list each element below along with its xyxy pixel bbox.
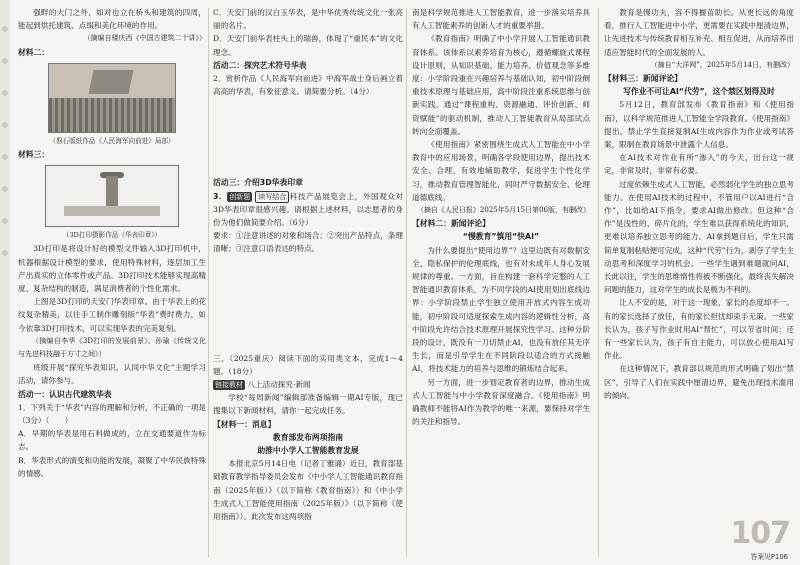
material-1-heading: 【材料一：消息】 <box>213 419 276 429</box>
paragraph: 《教育指南》明确了中小学开展人工智能通识教育体系。该体系以素养培育为核心，遵循螺旋式课程设计原则，从知识基础、能力培养、价值观念等多维度：小学阶段重在兴趣培养与基础认知，初中阶段侧重技术原理与基础应用，高中阶段注重系统思维与创新实践。通过“课程重构、资源融通、评价创新、师资赋能”的驱动机制，推动人工智能教育从局部试点转向全面覆盖。 <box>412 34 590 136</box>
link-textbook-tag: 链接教材 <box>215 381 243 390</box>
answer-page-reference: 答案见P106 <box>750 553 788 561</box>
requirements: 要求：①注意讲述的对象和场合；②突出产品特点，条理清晰；③注意口语表达的特点。 <box>213 231 403 254</box>
answer-space[interactable] <box>213 256 403 352</box>
paragraph: 过度依赖生成式人工智能，必然弱化学生的独立思考能力。在使用AI技术的过程中，不管用户以AI进行“合作”，比如给AI下指令，要求AI做出修改。但这种“合作”是浅性的、碎片化的，学生难以获得系统化的知识，更难以培养独立思考的能力。AI拿到题目后，学生只需简单复制粘贴便可完成，这种“代劳”行为，剥夺了学生主动思考和深度学习的机会。一些学生遇到难题就问AI，长此以往，学生的思维惰性将被不断强化，最终丧失解决问题的能力，这对学生的成长是极为不利的。 <box>604 179 795 295</box>
innovation-tag: 创新题 <box>229 192 251 201</box>
column-2 <box>213 6 403 523</box>
reading-writing-tag: 读写结合 <box>255 191 289 203</box>
question-number: 3． <box>213 191 228 201</box>
image-caption: （磐石版纸作品《人民海军向前进》局部） <box>49 136 175 145</box>
option-d[interactable]: D．天安门前华表柱头上的瑞兽，体现了“重民本”的文化理念。 <box>213 34 403 57</box>
huabiao-seal-image <box>45 165 179 227</box>
column-4 <box>604 6 794 402</box>
image-caption: （3D打印摄影作品《华表印章》） <box>62 231 162 240</box>
material-2-heading: 【材料二：新闻评论】 <box>412 219 490 229</box>
source-citation: （摘自“大洋网”，2025年5月14日，有删改） <box>650 60 794 69</box>
section-3-heading: 三、（2025重庆）阅读下面的实用类文本，完成1～4题。（18分） <box>213 353 403 376</box>
paragraph: 教育是慢功夫，容不得揠苗助长。从更长远的角度看，推行人工智能进中小学，更需要在实践中厘清边界，让先进技术与传统教育相互补充、相互促进，从而培养出适应智能时代的全面发展的人。 <box>604 8 794 57</box>
source-citation: （摘自《人民日报》2025年5月15日第06版，有删改） <box>416 206 590 215</box>
paragraph: 在AI技术对作业有所“渗入”的今天，出台这一规定，非常及时，非常有必要。 <box>604 153 794 176</box>
paragraph: 另一方面，进一步划定教育者的边界，推动生成式人工智能与中小学教育深度融合。《使用指南》明确教师不能将AI作为教学的唯一来源，要保持对学生的关注和指导。 <box>412 377 590 427</box>
activity-1-heading: 活动一：认识古代建筑华表 <box>18 389 112 399</box>
paragraph: 5月12日，教育部发布《教育指南》和《使用指南》，以科学规范推进人工智能全学段教育。《使用指南》提出，禁止学生直接复制AI生成内容作为作业或考试答案，限制在教育场景中泄露个人信息。 <box>604 100 794 150</box>
news-title-line-1: 教育部发布两项指南 <box>272 432 344 442</box>
activity-3-heading: 活动三：介绍3D华表印章 <box>213 178 303 188</box>
commentary-title: 写作业不可让AI“代劳”，这个禁区划得及时 <box>623 87 775 97</box>
question-2: 2．赏析作品《人民海军向前进》中海军战士身后画立着高高的华表，有象征意义。请简要分析。（4分） <box>213 74 403 97</box>
binding-margin <box>0 0 10 565</box>
news-title-line-2: 助推中小学人工智能教育发展 <box>257 446 359 456</box>
paragraph: 《使用指南》紧密围绕生成式人工智能在中小学教育中的应用场景，明确各学段使用边界，提出技术安全、合理、有效地辅助教学，促进学生个性化学习，推动教育管理智能化，同时严守数据安全、伦理道德底线。 <box>412 140 590 202</box>
option-c[interactable]: C．天安门前的汉白玉华表，是中华优秀传统文化一张亮丽的名片。 <box>213 8 403 31</box>
paragraph-top: 强畔的大门之外，如对也立在桥头和建筑的四周，能起到烘托建筑、点缀和美化环境的作用。 <box>18 8 206 31</box>
source-citation: （摘编自楼庆西《中国古建筑二十讲》） <box>83 34 206 43</box>
column-divider <box>598 8 599 557</box>
column-divider <box>208 8 209 557</box>
material-3-heading: 材料三： <box>18 150 50 160</box>
column-3 <box>412 6 590 429</box>
activity-2-heading: 活动二：探究艺术符号华表 <box>213 60 307 70</box>
column-1 <box>18 6 206 480</box>
paragraph: 在这种情况下，教育部以规范的形式明确了划出“禁区”，引导了人们在实践中厘清边界，避免出现技术滥用的倾向。 <box>604 364 794 400</box>
option-a[interactable]: A．早期的华表是用石料做成的，立在交通要道作为标志。 <box>18 429 206 452</box>
task-description: 学校“每周新闻”编辑部准备编辑一期AI专版，现已搜集以下新闻材料，请你一起完成任务。 <box>213 393 403 416</box>
link-line <box>213 378 403 391</box>
paragraph: 让人不安的是，对于这一现象，家长的态度却不一。有的家长选择了放任，有的家长担忧却束手无策。一些家长认为，孩子写作业时用AI“帮忙”，可以节省时间；还有一些家长认为，孩子有自主能力，可以放心使用AI写作业。 <box>604 298 794 361</box>
question-3-body: 科技产品展览会上，外国观众对3D华表印章很感兴趣。请根据上述材料，以志愿者的身份为他们做简要介绍。（6分） <box>213 191 403 228</box>
question-3 <box>213 190 403 230</box>
propaganda-poster-image <box>48 63 176 133</box>
column-divider <box>406 8 407 557</box>
option-b[interactable]: B．华表形式的演变和功能的发展，凝聚了中华民族特殊的情感。 <box>18 455 206 478</box>
paragraph: 3D打印是将设计好的模型文件输入3D打印机中，机器根据设计模型的要求，使用特殊材料，逐层加工生产出真实的立体零件或产品。3D打印技术能够实现高精度、复杂结构的制造，满足消费者的个性化需求。 <box>18 244 206 294</box>
page-number-large: 107 <box>730 516 790 551</box>
answer-space[interactable] <box>213 98 403 176</box>
source-citation: （摘编自李华《3D打印的发展前景》、孙瑜《传统文化与先进科技融于方寸之间》） <box>18 336 206 359</box>
activity-intro: 班级开展“探究华表知识，认同中华文化”主题学习活动，请你参与。 <box>18 363 206 386</box>
commentary-title: “慢教育”慎用“快AI” <box>462 232 540 242</box>
news-body: 本报北京5月14日电（记者丁雅诵）近日，教育部基础教育教学指导委员会发布《中小学人工智能通识教育指南（2025年版）》（以下简称《教育指南》）和《中小学生成式人工智能使用指南（2025年版）》（以下简称《使用指南》）。此次发布这两项指 <box>213 459 403 522</box>
material-3-heading: 【材料三：新闻评论】 <box>604 74 682 84</box>
material-2-heading: 材料二： <box>18 47 50 57</box>
paragraph: 上图是3D打印的天安门华表印章。由于华表上的花纹复杂精美，以往手工制作雕刻版“华表”费时费力，如今依靠3D打印技术，可以实现华表的完美复刻。 <box>18 297 206 333</box>
paragraph: 为什么要提出“使用边界”？这里边既有对数据安全、隐私保护的伦理底线，也有对未成年人身心发展规律的尊重。一方面，旨在构建一套科学完整的人工智能通识教育体系，为不同学段的AI使用划出底线边界：小学阶段禁止学生独立使用开放式内容生成功能，初中阶段可适度探索生成内容的逻辑性分析，高中阶段允许结合技术原理开展探究性学习。这种分阶段的设计，既没有一刀切禁止AI，也没有放任其无序生长，而是引导学生在不同阶段以适合的方式接触AI，将技术能力的培养与思维的锻炼结合起来。 <box>412 245 590 374</box>
paragraph: 南是科学规范推进人工智能教育，进一步落实培养具有人工智能素养的创新人才的重要举措。 <box>412 8 590 31</box>
link-text: 八上活动探究·新闻 <box>247 380 311 390</box>
question-1: 1．下列关于“华表”内容的理解和分析，不正确的一项是（3分）（ ） <box>18 402 206 426</box>
